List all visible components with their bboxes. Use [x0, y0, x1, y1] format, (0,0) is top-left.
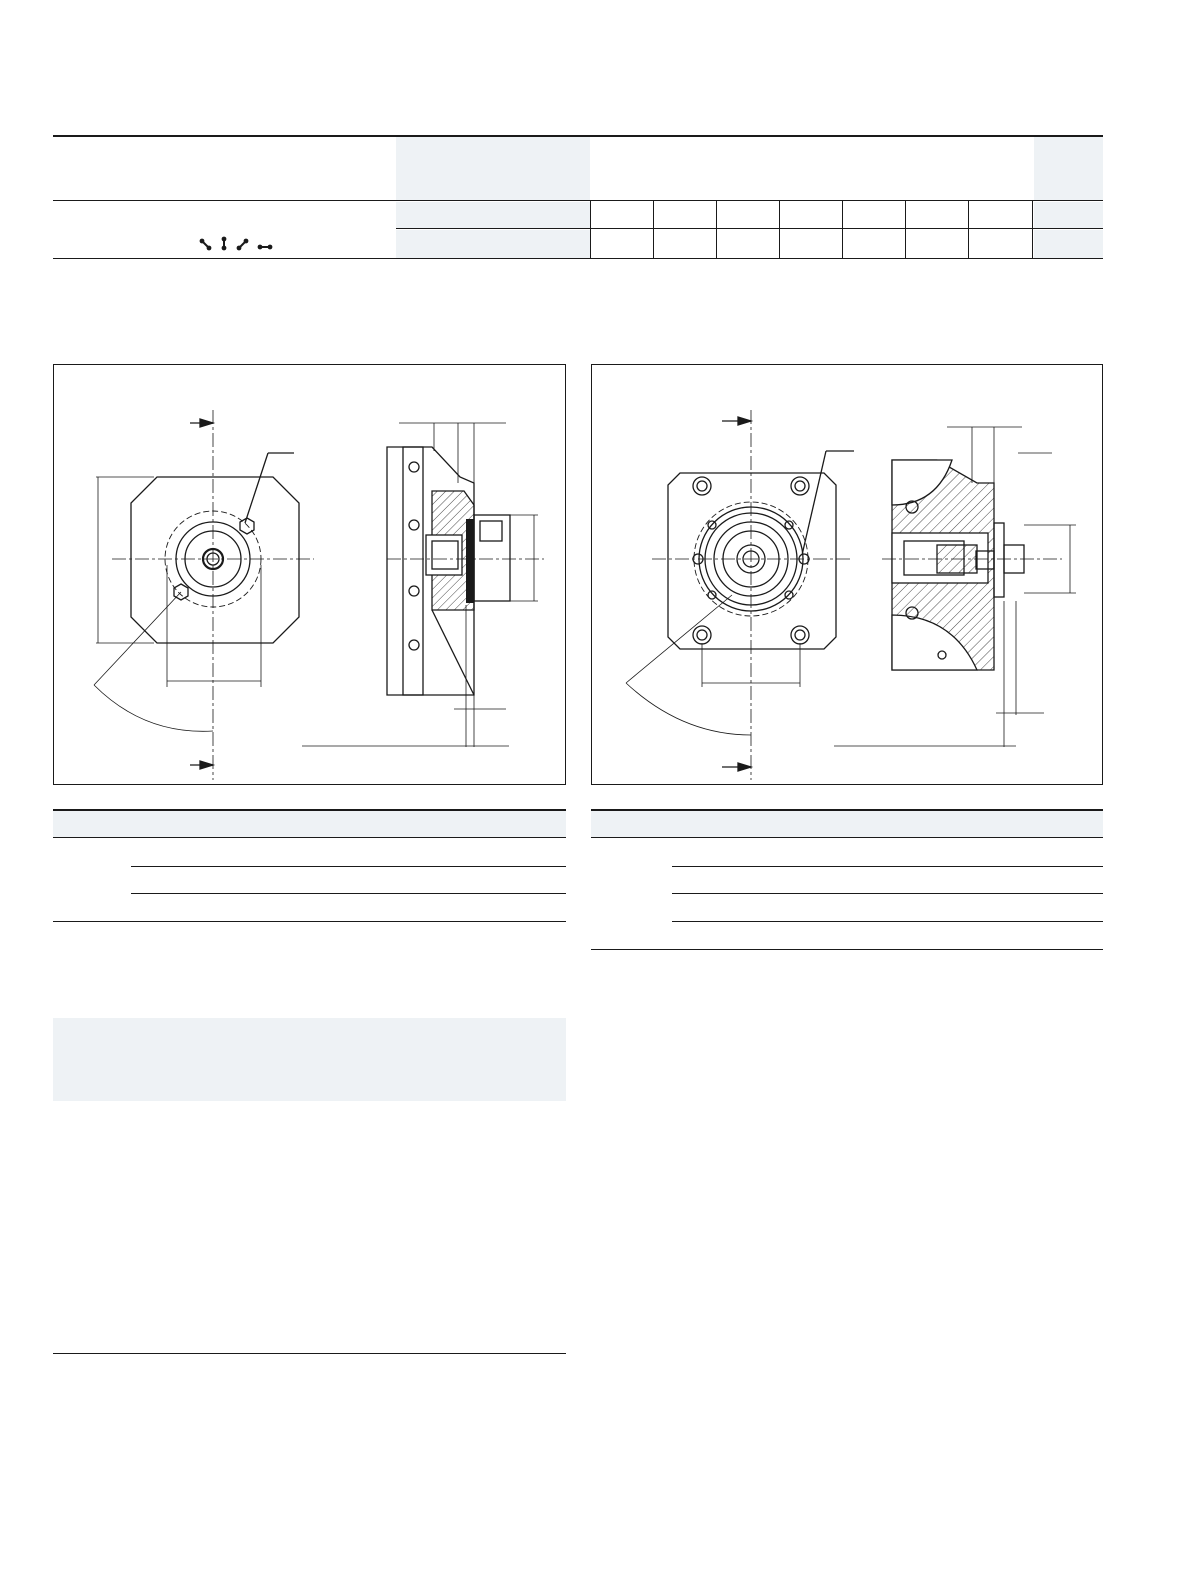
rotation-down-right-icon	[200, 239, 212, 251]
header-bottom-rule	[53, 258, 1103, 259]
header-shade-middle	[396, 137, 590, 200]
left-table-bottom-rule	[53, 921, 566, 922]
header-shade-row2-a	[396, 230, 590, 258]
right-table-row-rule	[672, 866, 1103, 867]
right-table-header-rule	[591, 837, 1103, 838]
footer-rule	[53, 1353, 566, 1354]
right-table-bottom-rule	[591, 949, 1103, 950]
left-table-header-rule	[53, 837, 566, 838]
rotation-symbols	[196, 236, 276, 254]
header-row-rule	[396, 228, 1103, 229]
header-col-divider	[905, 200, 906, 258]
left-table-header-shade	[53, 811, 566, 837]
header-col-divider	[779, 200, 780, 258]
header-col-divider	[968, 200, 969, 258]
left-table-row-rule	[131, 866, 566, 867]
header-shade-row2-b	[1034, 230, 1103, 258]
left-table-row-rule	[131, 893, 566, 894]
rotation-vertical-icon	[222, 237, 227, 251]
header-col-divider	[1032, 200, 1033, 258]
pump-flange-small-icon	[54, 365, 565, 784]
header-shade-row1-a	[396, 202, 590, 228]
header-col-divider	[842, 200, 843, 258]
note-box	[53, 1018, 566, 1101]
header-shade-right	[1034, 137, 1103, 200]
right-drawing-frame	[591, 364, 1103, 785]
left-drawing-frame	[53, 364, 566, 785]
right-table-header-shade	[591, 811, 1103, 837]
pump-flange-large-icon	[592, 365, 1102, 784]
header-col-divider	[716, 200, 717, 258]
header-col-divider	[590, 200, 591, 258]
header-col-divider	[653, 200, 654, 258]
rotation-up-right-icon	[237, 239, 249, 251]
rotation-horizontal-icon	[258, 245, 273, 250]
right-table-row-rule	[672, 921, 1103, 922]
header-shade-row1-b	[1034, 202, 1103, 228]
right-table-row-rule	[672, 893, 1103, 894]
